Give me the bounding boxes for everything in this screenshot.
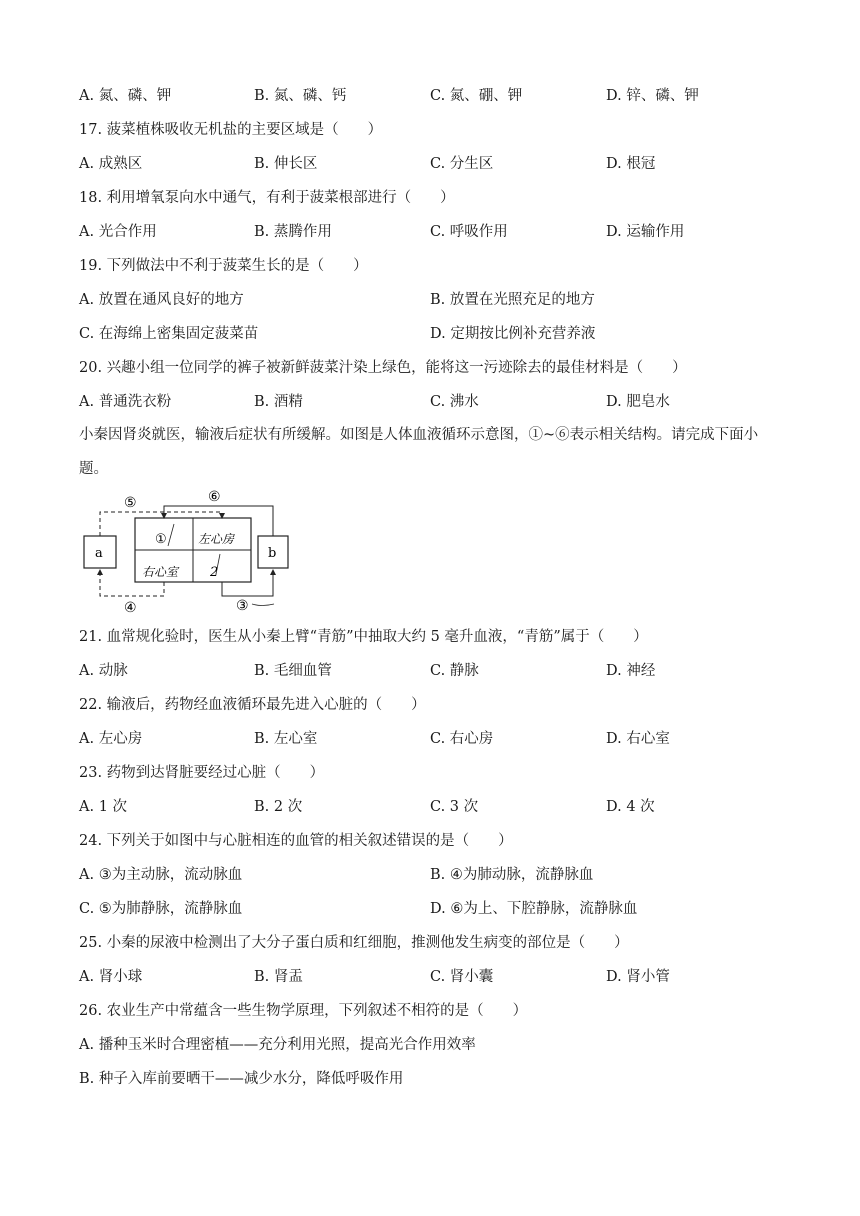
- q21-option-d: D. 神经: [606, 663, 656, 679]
- q18-option-c: C. 呼吸作用: [430, 224, 508, 240]
- q26-stem: 26. 农业生产中常蕴含一些生物学原理，下列叙述不相符的是（ ）: [79, 1003, 528, 1019]
- q20-option-a: A. 普通洗衣粉: [79, 394, 172, 410]
- right-ventricle-label: 右心室: [142, 565, 179, 579]
- q24-option-a: A. ③为主动脉，流动脉血: [79, 867, 243, 883]
- q23-option-b: B. 2 次: [254, 799, 303, 815]
- q25-option-d: D. 肾小管: [606, 969, 670, 985]
- q20-option-d: D. 肥皂水: [606, 394, 670, 410]
- q21-option-b: B. 毛细血管: [254, 663, 332, 679]
- q17-option-d: D. 根冠: [606, 156, 656, 172]
- q21-stem: 21. 血常规化验时，医生从小秦上臂“青筋”中抽取大约 5 毫升血液，“青筋”属于（ ）: [79, 629, 648, 645]
- q26-option-a: A. 播种玉米时合理密植——充分利用光照，提高光合作用效率: [79, 1037, 476, 1053]
- q20-stem: 20. 兴趣小组一位同学的裤子被新鲜菠菜汁染上绿色，能将这一污迹除去的最佳材料是（ ）: [79, 360, 687, 376]
- q20-option-c: C. 沸水: [430, 394, 479, 410]
- q16-option-a: A. 氮、磷、钾: [79, 88, 172, 104]
- q17-stem: 17. 菠菜植株吸收无机盐的主要区域是（ ）: [79, 122, 383, 138]
- vessel-3: [222, 570, 273, 596]
- q22-stem: 22. 输液后，药物经血液循环最先进入心脏的（ ）: [79, 697, 426, 713]
- q19-option-d: D. 定期按比例补充营养液: [430, 326, 596, 342]
- q22-option-c: C. 右心房: [430, 731, 494, 747]
- q19-stem: 19. 下列做法中不利于菠菜生长的是（ ）: [79, 258, 368, 274]
- q23-stem: 23. 药物到达肾脏要经过心脏（ ）: [79, 765, 325, 781]
- intro-paragraph: 小秦因肾炎就医，输液后症状有所缓解。如图是人体血液循环示意图，①~⑥表示相关结构。请完成下面小题。: [79, 427, 759, 477]
- q26-option-b: B. 种子入库前要晒干——减少水分，降低呼吸作用: [79, 1071, 404, 1087]
- q16-option-b: B. 氮、磷、钙: [254, 88, 347, 104]
- q18-option-a: A. 光合作用: [79, 224, 157, 240]
- q24-option-c: C. ⑤为肺静脉，流静脉血: [79, 901, 243, 917]
- left-atrium-label: 左心房: [198, 532, 235, 546]
- box-b-label: b: [268, 546, 277, 561]
- blood-circulation-diagram: [80, 488, 300, 616]
- q21-option-a: A. 动脉: [79, 663, 128, 679]
- mark-5: ⑤: [124, 495, 137, 511]
- q18-option-d: D. 运输作用: [606, 224, 685, 240]
- mark-2: 2: [210, 565, 219, 580]
- q21-option-c: C. 静脉: [430, 663, 479, 679]
- q22-option-d: D. 右心室: [606, 731, 670, 747]
- q25-option-b: B. 肾盂: [254, 969, 303, 985]
- q24-option-b: B. ④为肺动脉，流静脉血: [430, 867, 594, 883]
- q16-option-c: C. 氮、硼、钾: [430, 88, 523, 104]
- q25-option-c: C. 肾小囊: [430, 969, 494, 985]
- q23-option-d: D. 4 次: [606, 799, 655, 815]
- q19-option-b: B. 放置在光照充足的地方: [430, 292, 595, 308]
- q19-option-a: A. 放置在通风良好的地方: [79, 292, 244, 308]
- q22-option-b: B. 左心室: [254, 731, 318, 747]
- q24-option-d: D. ⑥为上、下腔静脉，流静脉血: [430, 901, 638, 917]
- q24-stem: 24. 下列关于如图中与心脏相连的血管的相关叙述错误的是（ ）: [79, 833, 513, 849]
- mark-1: ①: [155, 532, 167, 547]
- q25-option-a: A. 肾小球: [79, 969, 143, 985]
- q20-option-b: B. 酒精: [254, 394, 303, 410]
- q16-option-d: D. 锌、磷、钾: [606, 88, 699, 104]
- box-a-label: a: [95, 546, 103, 561]
- q18-option-b: B. 蒸腾作用: [254, 224, 332, 240]
- q17-option-a: A. 成熟区: [79, 156, 143, 172]
- q17-option-c: C. 分生区: [430, 156, 494, 172]
- q18-stem: 18. 利用增氧泵向水中通气，有利于菠菜根部进行（ ）: [79, 190, 455, 206]
- q23-option-a: A. 1 次: [79, 799, 128, 815]
- q23-option-c: C. 3 次: [430, 799, 479, 815]
- mark-3: ③: [236, 598, 249, 614]
- q22-option-a: A. 左心房: [79, 731, 143, 747]
- mark-4: ④: [124, 600, 137, 616]
- q17-option-b: B. 伸长区: [254, 156, 318, 172]
- mark-6: ⑥: [208, 489, 221, 505]
- q19-option-c: C. 在海绵上密集固定菠菜苗: [79, 326, 259, 342]
- q25-stem: 25. 小秦的尿液中检测出了大分子蛋白质和红细胞，推测他发生病变的部位是（ ）: [79, 935, 629, 951]
